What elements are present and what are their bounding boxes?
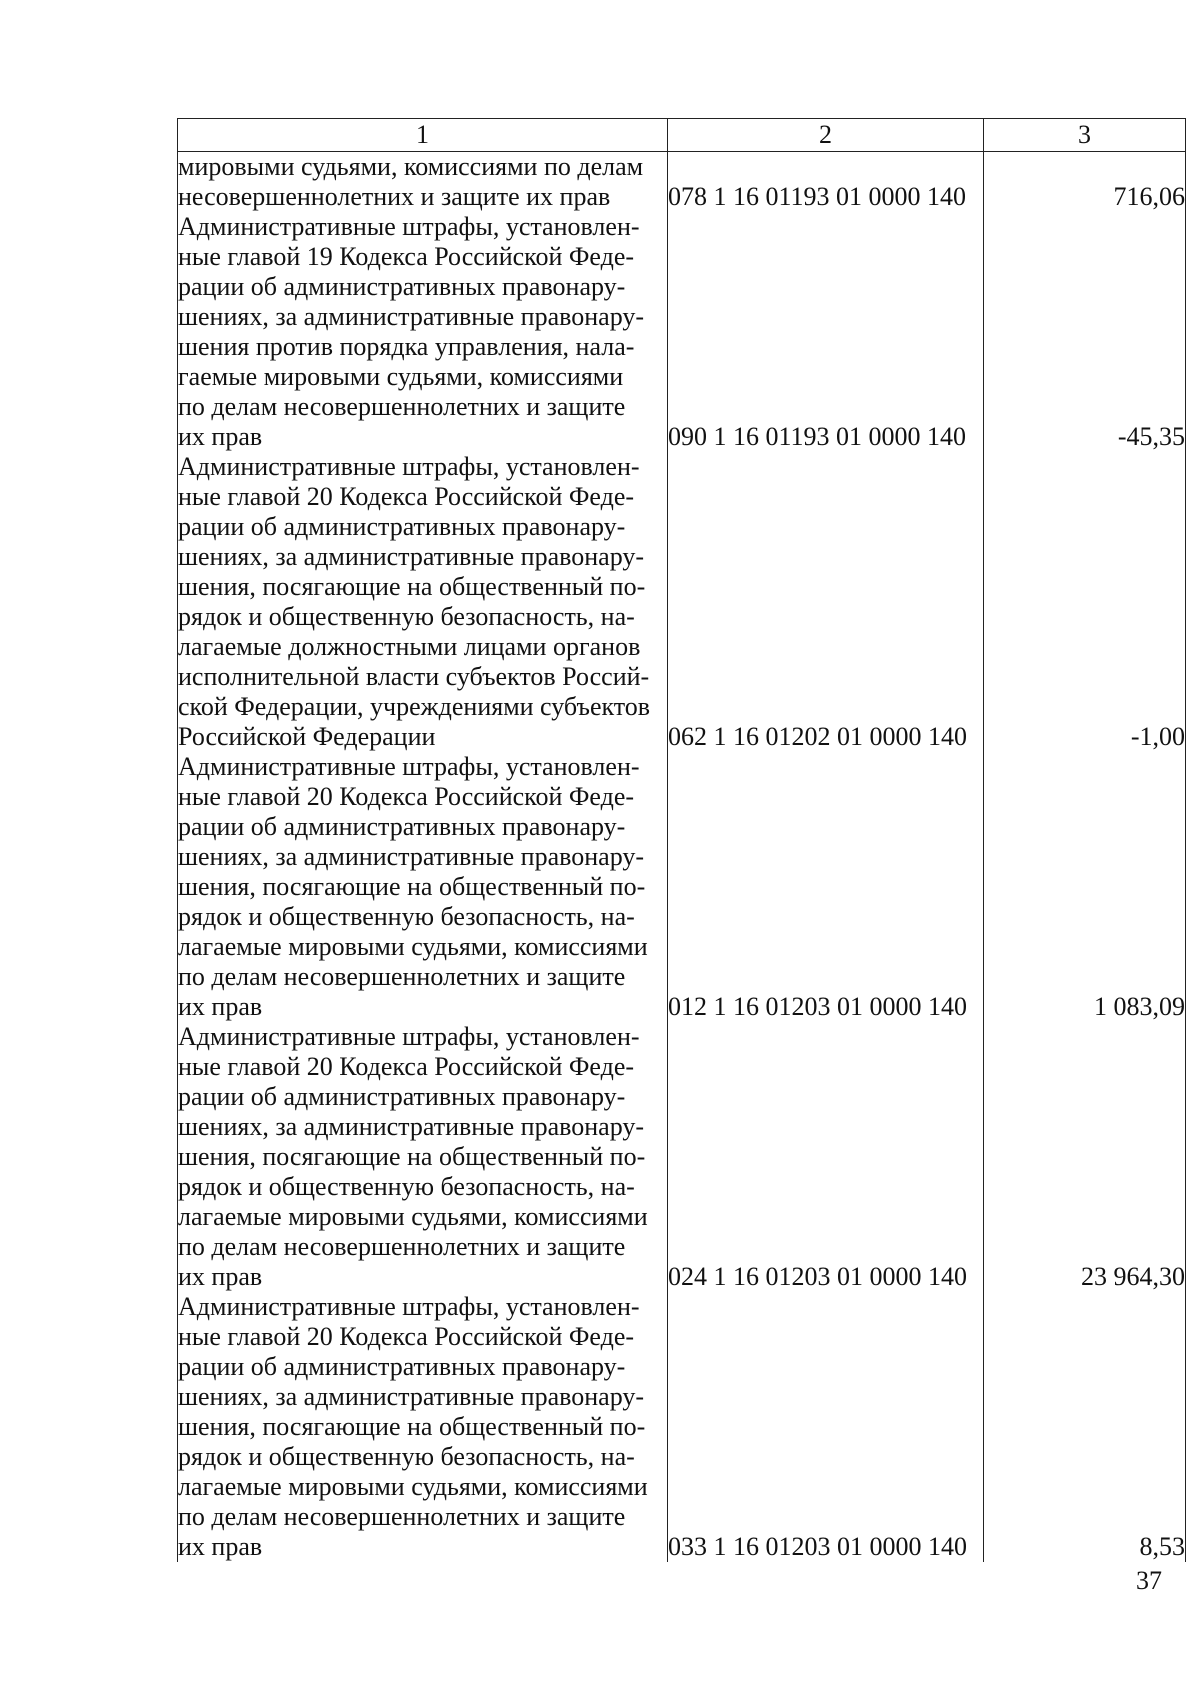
row-amount: 23 964,30 — [984, 1022, 1186, 1292]
header-col-3: 3 — [984, 119, 1186, 152]
description-line: лагаемые мировыми судьями, комиссиями — [178, 932, 648, 961]
row-amount: 716,06 — [984, 152, 1186, 213]
header-col-1: 1 — [178, 119, 668, 152]
row-description — [178, 212, 668, 452]
description-line: Административные штрафы, установлен- — [178, 752, 640, 781]
table-row — [178, 752, 1186, 1022]
table-row — [178, 1292, 1186, 1562]
description-line: их прав — [178, 422, 263, 451]
table-header — [178, 119, 1186, 152]
description-line: рации об административных правонару- — [178, 1082, 626, 1111]
description-line: шениях, за административные правонару- — [178, 542, 645, 571]
description-line: Административные штрафы, установлен- — [178, 1022, 640, 1051]
description-line: рации об административных правонару- — [178, 1352, 626, 1381]
description-line: рации об административных правонару- — [178, 812, 626, 841]
description-line: Административные штрафы, установлен- — [178, 212, 640, 241]
description-line: шениях, за административные правонару- — [178, 842, 645, 871]
row-amount: 8,53 — [984, 1292, 1186, 1562]
description-line: ные главой 20 Кодекса Российской Феде- — [178, 1052, 635, 1081]
row-description — [178, 452, 668, 752]
description-line: лагаемые мировыми судьями, комиссиями — [178, 1202, 648, 1231]
table-row — [178, 212, 1186, 452]
description-line: шения, посягающие на общественный по- — [178, 1412, 646, 1441]
description-line: рации об административных правонару- — [178, 272, 626, 301]
description-line: по делам несовершеннолетних и защите — [178, 962, 626, 991]
page-number: 37 — [1136, 1566, 1162, 1595]
row-budget-code: 078 1 16 01193 01 0000 140 — [668, 152, 984, 213]
description-line: лагаемые мировыми судьями, комиссиями — [178, 1472, 648, 1501]
row-amount: -45,35 — [984, 212, 1186, 452]
description-line: по делам несовершеннолетних и защите — [178, 1232, 626, 1261]
description-line: шения, посягающие на общественный по- — [178, 872, 646, 901]
description-line: рядок и общественную безопасность, на- — [178, 1172, 635, 1201]
description-line: Российской Федерации — [178, 722, 436, 751]
row-description — [178, 1292, 668, 1562]
description-line: рядок и общественную безопасность, на- — [178, 902, 635, 931]
row-budget-code: 012 1 16 01203 01 0000 140 — [668, 752, 984, 1022]
table-row — [178, 1022, 1186, 1292]
row-amount: 1 083,09 — [984, 752, 1186, 1022]
description-line: шения, посягающие на общественный по- — [178, 1142, 646, 1171]
description-line: шениях, за административные правонару- — [178, 1112, 645, 1141]
description-line: их прав — [178, 1532, 263, 1561]
description-line: мировыми судьями, комиссиями по делам — [178, 152, 644, 181]
description-line: ные главой 20 Кодекса Российской Феде- — [178, 782, 635, 811]
description-line: исполнительной власти субъектов Россий- — [178, 662, 650, 691]
row-budget-code: 024 1 16 01203 01 0000 140 — [668, 1022, 984, 1292]
description-line: ные главой 20 Кодекса Российской Феде- — [178, 1322, 635, 1351]
description-line: шениях, за административные правонару- — [178, 1382, 645, 1411]
description-line: гаемые мировыми судьями, комиссиями — [178, 362, 624, 391]
description-line: по делам несовершеннолетних и защите — [178, 1502, 626, 1531]
row-budget-code: 090 1 16 01193 01 0000 140 — [668, 212, 984, 452]
description-line: несовершеннолетних и защите их прав — [178, 182, 611, 211]
row-amount: -1,00 — [984, 452, 1186, 752]
row-budget-code: 033 1 16 01203 01 0000 140 — [668, 1292, 984, 1562]
header-row — [178, 119, 1186, 152]
description-line: их прав — [178, 992, 263, 1021]
description-line: рядок и общественную безопасность, на- — [178, 602, 635, 631]
description-line: шения против порядка управления, нала- — [178, 332, 635, 361]
row-budget-code: 062 1 16 01202 01 0000 140 — [668, 452, 984, 752]
description-line: ные главой 19 Кодекса Российской Феде- — [178, 242, 635, 271]
description-line: рядок и общественную безопасность, на- — [178, 1442, 635, 1471]
row-description — [178, 152, 668, 213]
description-line: Административные штрафы, установлен- — [178, 452, 640, 481]
description-line: Административные штрафы, установлен- — [178, 1292, 640, 1321]
table-body — [178, 152, 1186, 1563]
table-row — [178, 152, 1186, 213]
description-line: шениях, за административные правонару- — [178, 302, 645, 331]
row-description — [178, 1022, 668, 1292]
description-line: ные главой 20 Кодекса Российской Феде- — [178, 482, 635, 511]
description-line: шения, посягающие на общественный по- — [178, 572, 646, 601]
description-line: ской Федерации, учреждениями субъектов — [178, 692, 651, 721]
row-description — [178, 752, 668, 1022]
header-col-2: 2 — [668, 119, 984, 152]
revenue-table — [177, 118, 1186, 1562]
table-row — [178, 452, 1186, 752]
description-line: рации об административных правонару- — [178, 512, 626, 541]
description-line: лагаемые должностными лицами органов — [178, 632, 641, 661]
description-line: их прав — [178, 1262, 263, 1291]
description-line: по делам несовершеннолетних и защите — [178, 392, 626, 421]
